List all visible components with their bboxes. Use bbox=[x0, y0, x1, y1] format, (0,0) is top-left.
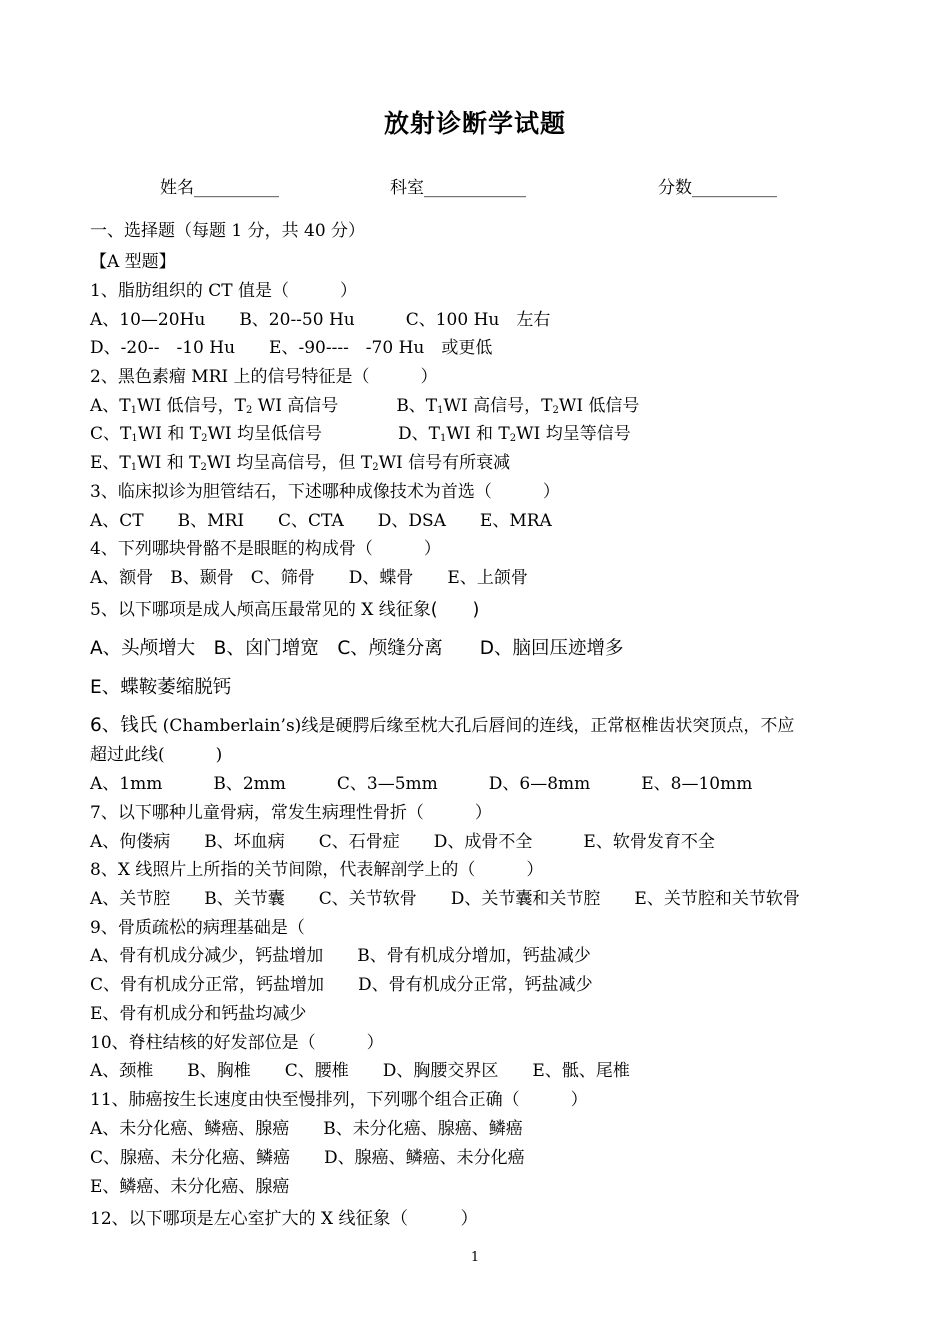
question-7: 7、以下哪种儿童骨病，常发生病理性骨折（ ） bbox=[90, 803, 492, 823]
question-1: 1、脂肪组织的 CT 值是（ ） bbox=[90, 281, 357, 301]
page-title: 放射诊断学试题 bbox=[383, 109, 566, 138]
question-4: 4、下列哪块骨骼不是眼眶的构成骨（ ） bbox=[90, 539, 441, 559]
department-field: 科室____________ bbox=[390, 178, 526, 198]
question-11-options-cd: C、腺癌、未分化癌、鳞癌 D、腺癌、鳞癌、未分化癌 bbox=[90, 1148, 525, 1168]
question-9-options-cd: C、骨有机成分正常，钙盐增加 D、骨有机成分正常，钙盐减少 bbox=[90, 975, 593, 995]
score-field: 分数__________ bbox=[658, 178, 777, 198]
question-8: 8、X 线照片上所指的关节间隙，代表解剖学上的（ ） bbox=[90, 860, 544, 880]
question-5: 5、以下哪项是成人颅高压最常见的 X 线征象( ) bbox=[90, 600, 480, 620]
question-7-options: A、佝偻病 B、坏血病 C、石骨症 D、成骨不全 E、软骨发育不全 bbox=[90, 832, 715, 852]
question-5-options-a: A、头颅增大 B、囟门增宽 C、颅缝分离 D、脑回压迹增多 bbox=[90, 638, 624, 659]
question-3: 3、临床拟诊为胆管结石，下述哪种成像技术为首选（ ） bbox=[90, 482, 560, 502]
question-1-options-b: D、-20-- -10 Hu E、-90---- -70 Hu 或更低 bbox=[90, 338, 493, 358]
question-5-options-b: E、蝶鞍萎缩脱钙 bbox=[90, 677, 232, 698]
question-2-options-e: E、$T_1WI$ 和 $T_2WI$ 均呈高信号，但 $T_2WI$ 信号有所衰减 bbox=[90, 453, 511, 473]
question-12: 12、以下哪项是左心室扩大的 X 线征象（ ） bbox=[90, 1209, 479, 1229]
type-heading: 【A 型题】 bbox=[90, 252, 176, 272]
question-1-options-a: A、10—20Hu B、20--50 Hu C、100 Hu 左右 bbox=[90, 310, 551, 330]
question-11: 11、肺癌按生长速度由快至慢排列，下列哪个组合正确（ ） bbox=[90, 1090, 588, 1110]
question-10-options: A、颈椎 B、胸椎 C、腰椎 D、胸腰交界区 E、骶、尾椎 bbox=[90, 1061, 630, 1081]
question-2: 2、黑色素瘤 MRI 上的信号特征是（ ） bbox=[90, 367, 438, 387]
question-9-options-ab: A、骨有机成分减少，钙盐增加 B、骨有机成分增加，钙盐减少 bbox=[90, 946, 591, 966]
question-9: 9、骨质疏松的病理基础是（ bbox=[90, 918, 305, 938]
question-2-options-ab: A、$T_1WI$ 低信号，$T_2$ WI 高信号 B、$T_1WI$ 高信号，$T_2WI$ 低信号 bbox=[90, 396, 640, 416]
question-11-options-e: E、鳞癌、未分化癌、腺癌 bbox=[90, 1177, 290, 1197]
question-6-options: A、1mm B、2mm C、3—5mm D、6—8mm E、8—10mm bbox=[90, 774, 753, 794]
question-3-options: A、CT B、MRI C、CTA D、DSA E、MRA bbox=[90, 511, 552, 531]
question-11-options-ab: A、未分化癌、鳞癌、腺癌 B、未分化癌、腺癌、鳞癌 bbox=[90, 1119, 523, 1139]
section-heading: 一、选择题（每题 1 分，共 40 分） bbox=[90, 221, 366, 241]
question-2-options-cd: C、$T_1WI$ 和 $T_2WI$ 均呈低信号 D、$T_1WI$ 和 $T_2WI$ 均呈等信号 bbox=[90, 424, 631, 444]
question-9-options-e: E、骨有机成分和钙盐均减少 bbox=[90, 1004, 307, 1024]
question-4-options: A、额骨 B、颞骨 C、筛骨 D、蝶骨 E、上颌骨 bbox=[90, 568, 528, 588]
page-number: 1 bbox=[470, 1250, 480, 1265]
question-8-options: A、关节腔 B、关节囊 C、关节软骨 D、关节囊和关节腔 E、关节腔和关节软骨 bbox=[90, 889, 800, 909]
question-10: 10、脊柱结核的好发部位是（ ） bbox=[90, 1033, 384, 1053]
question-6: 6、钱氏 (Chamberlain’s)线是硬腭后缘至枕大孔后唇间的连线，正常枢椎齿状突顶点，不应 bbox=[90, 715, 795, 736]
question-6-continued: 超过此线( ) bbox=[90, 745, 223, 765]
name-field: 姓名__________ bbox=[160, 178, 279, 198]
